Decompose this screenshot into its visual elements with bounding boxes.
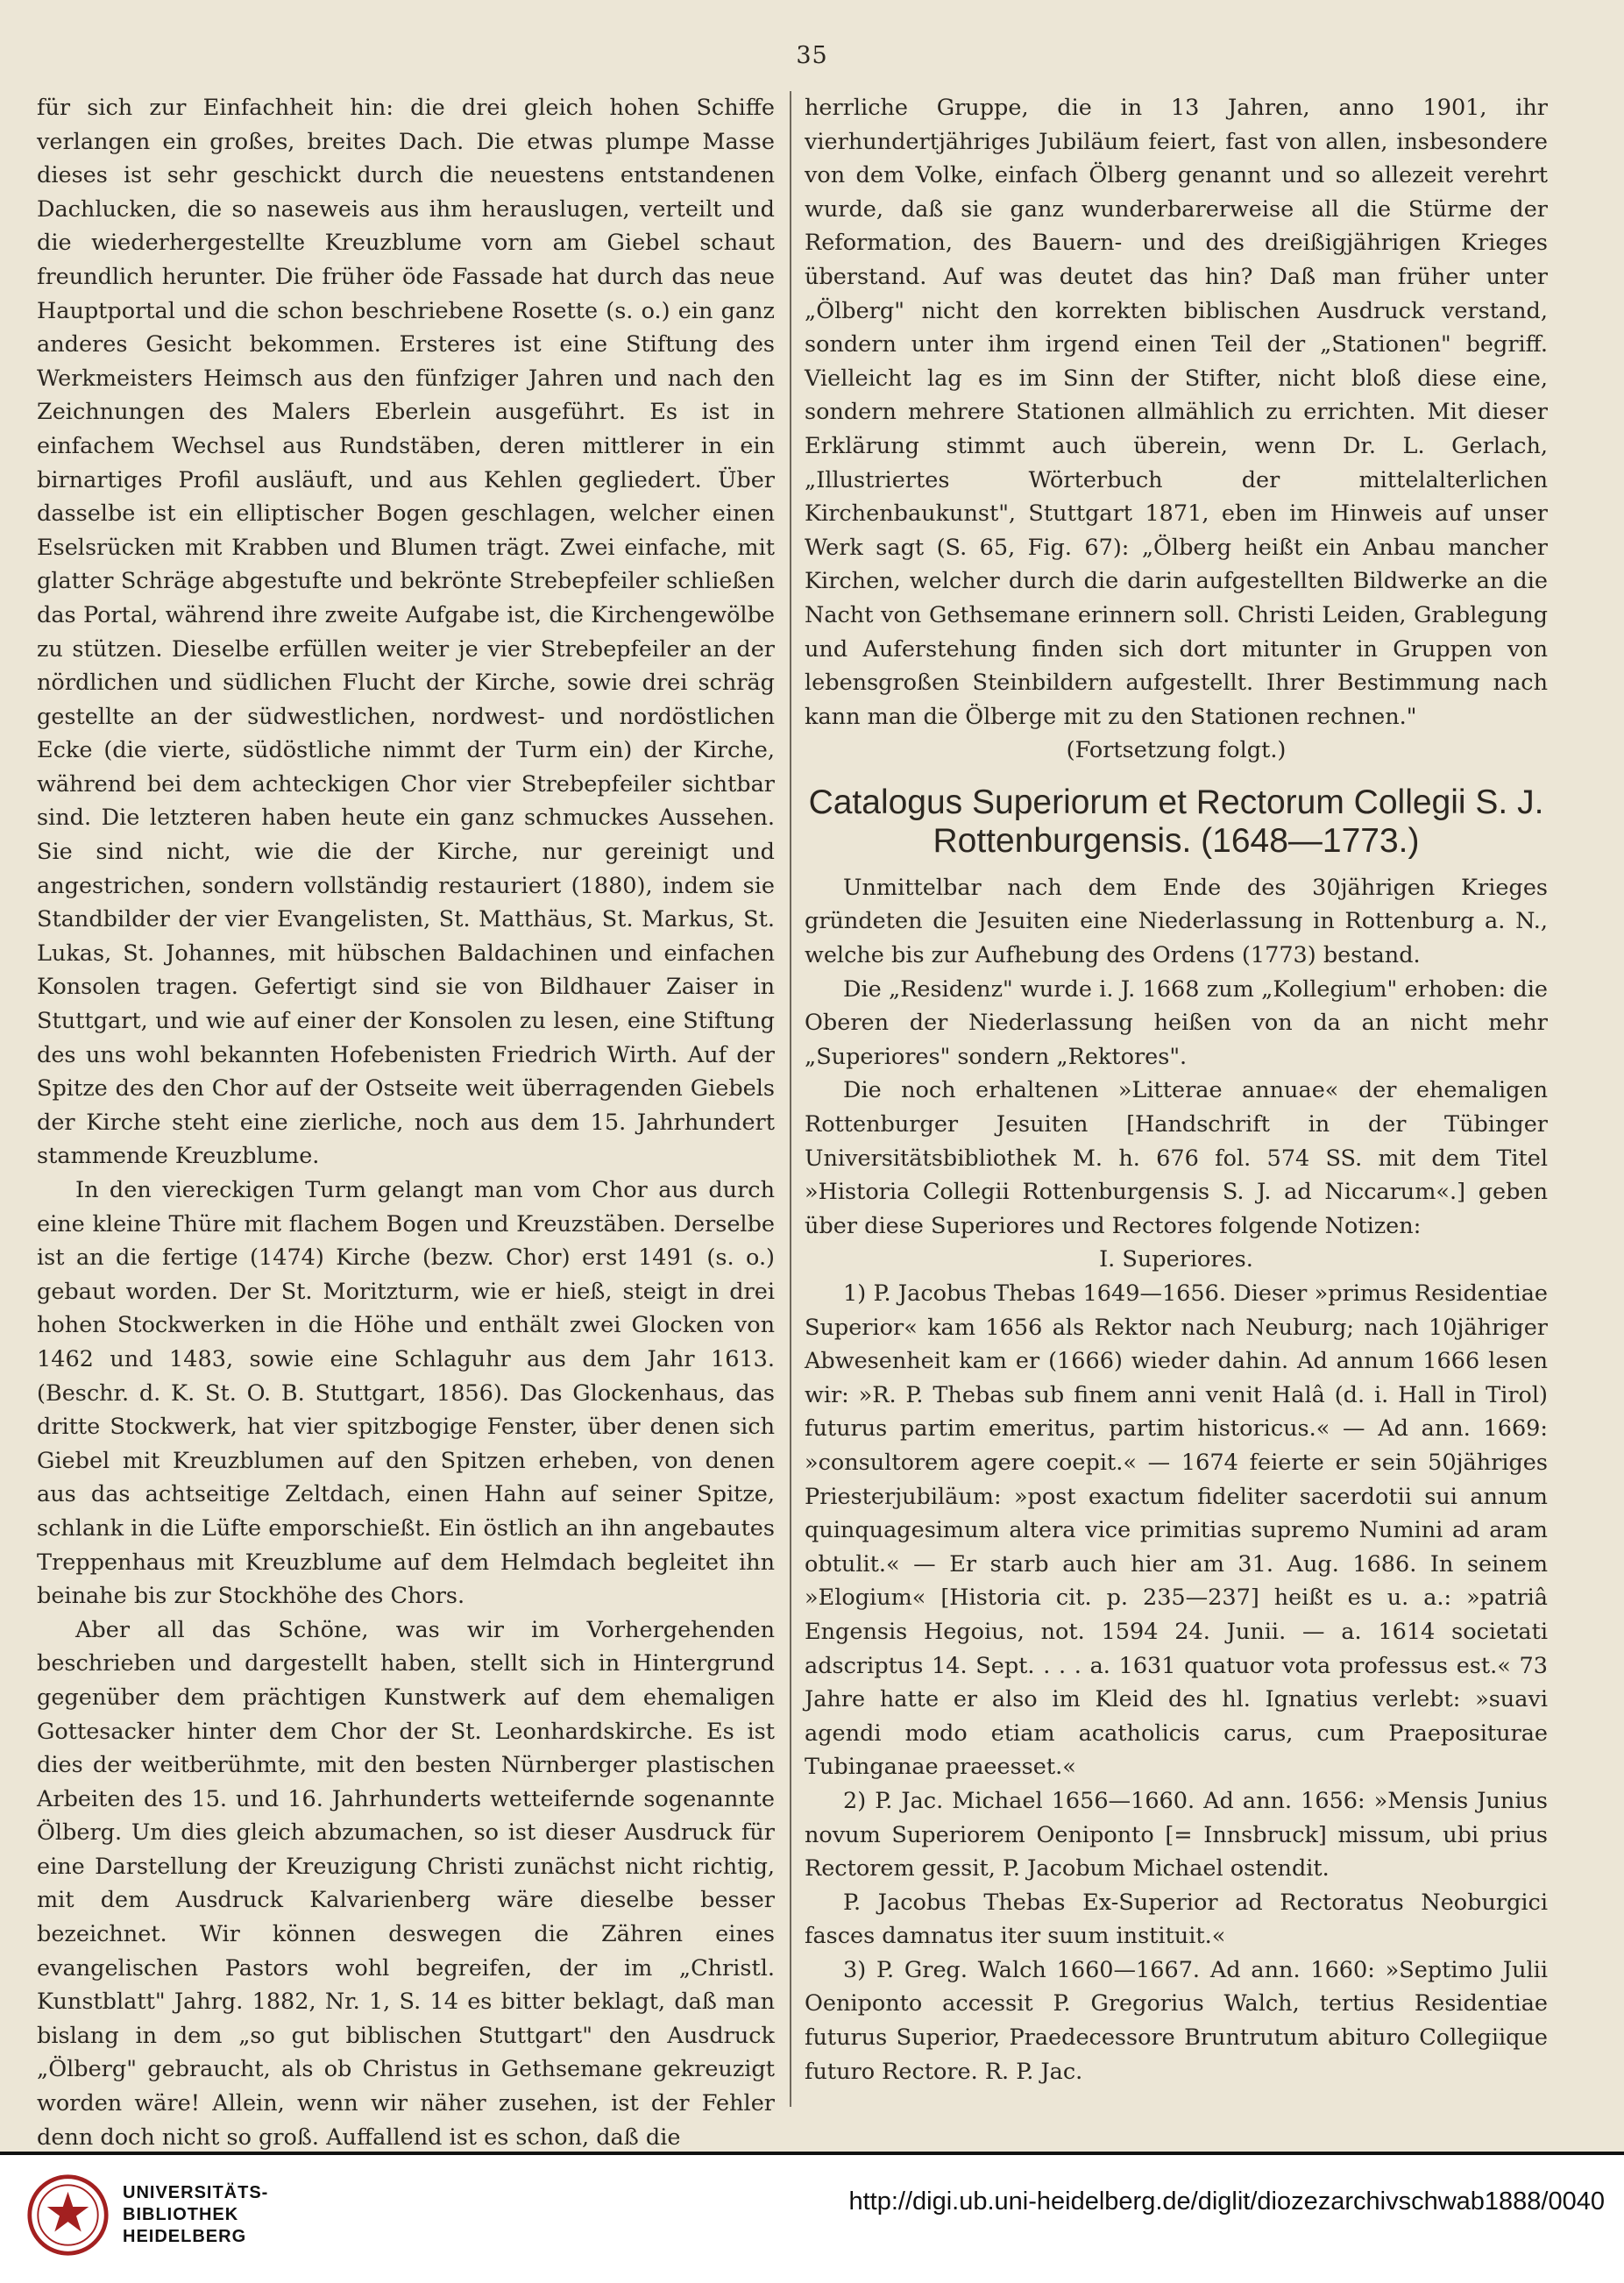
left-paragraph-2: In den viereckigen Turm gelangt man vom Chor aus durch eine kleine Thüre mit flachem Bogen und Kreuzstäben. Derselbe ist an die fertige (1474) Kirche (bezw. Chor) erst 1491 (s. o.) gebaut worden. Der St. Moritzturm, wie er hieß, steigt in drei hohen Stockwerken in die Höhe und enthält zwei Glocken von 1462 und 1483, sowie eine Schlaguhr aus dem Jahr 1613. (Beschr. d. K. St. O. B. Stuttgart, 1856). Das Glockenhaus, das dritte Stockwerk, hat vier spitzbogige Fenster, über denen sich Giebel mit Kreuzblumen auf den Spitzen erheben, von denen aus das achtseitige Zeltdach, einen Hahn auf seiner Spitze, schlank in die Lüfte emporschießt. Ein östlich an ihn angebautes Treppenhaus mit Kreuzblume auf dem Helmdach begleitet ihn beinahe bis zur Stockhöhe des Chors. (37, 1177, 775, 1610)
source-url-link[interactable]: http://digi.ub.uni-heidelberg.de/diglit/diozezarchivschwab1888/0040 (848, 2187, 1605, 2216)
library-logo-text (123, 2182, 268, 2248)
section-title: Catalogus Superiorum et Rectorum Collegii S. J. Rottenburgensis. (1648—1773.) (808, 783, 1544, 860)
logo-line-2: BIBLIOTHEK (123, 2205, 239, 2224)
right-column (805, 91, 1548, 2116)
right-paragraph-2: Die „Residenz" wurde i. J. 1668 zum „Kollegium" erhoben: die Oberen der Niederlassung heißen von da an nicht mehr „Superiores" sondern „Rektores". (805, 975, 1548, 1070)
continuation-note: (Fortsetzung folgt.) (1066, 737, 1287, 764)
entry-3: 3) P. Greg. Walch 1660—1667. Ad ann. 1660: »Septimo Julii Oeniponto accessit P. Gregorius Walch, tertius Residentiae futurus Superior, Praedecessore Bruntrutum abituro Collegiique futuro Rectore. R. P. Jac. (805, 1956, 1548, 2085)
entry-2: 2) P. Jac. Michael 1656—1660. Ad ann. 1656: »Mensis Junius novum Superiorem Oeniponto [= Innsbruck] missum, ubi prius Rectorem gessit, P. Jacobum Michael ostendit. (805, 1787, 1548, 1882)
right-paragraph-3: Die noch erhaltenen »Litterae annuae« der ehemaligen Rottenburger Jesuiten [Handschrift in der Tübinger Universitätsbibliothek M. h. 676 fol. 574 SS. mit dem Titel »Historia Collegii Rottenburgensis S. J. ad Niccarum«.] geben über diese Superiores und Rectores folgende Notizen: (805, 1077, 1548, 1239)
page-number: 35 (796, 42, 828, 69)
subheading: I. Superiores. (1099, 1246, 1253, 1273)
university-seal-icon (26, 2173, 110, 2257)
logo-line-1: UNIVERSITÄTS- (123, 2183, 269, 2202)
entry-2-continued: P. Jacobus Thebas Ex-Superior ad Rectoratus Neoburgici fasces damnatus iter suum instituit.« (805, 1889, 1548, 1950)
entry-1: 1) P. Jacobus Thebas 1649—1656. Dieser »primus Residentiae Superior« kam 1656 als Rektor nach Neuburg; nach 10jähriger Abwesenheit kam er (1666) wieder dahin. Ad annum 1666 lesen wir: »R. P. Thebas sub finem anni venit Halâ (d. i. Hall in Tirol) futurus partim emeritus, partim historicus.« — Ad ann. 1669: »consultorem agere coepit.« — 1674 feierte er sein 50jähriges Priesterjubiläum: »post exactum fideliter sacerdotii sui annum quinquagesimum altera vice primitias supremo Numini ad aram obtulit.« — Er starb auch hier am 31. Aug. 1686. In seinem »Elogium« [Historia cit. p. 235—237] heißt es u. a.: »patriâ Engensis Hegoius, not. 1594 24. Junii. — a. 1614 societati adscriptus 14. Sept. . . . a. 1631 quatuor vota professus est.« 73 Jahre hatte er also im Kleid des hl. Ignatius verlebt: »suavi agendi modo etiam acatholicis carus, cum Praepositurae Tubinganae praeesset.« (805, 1280, 1548, 1781)
logo-line-3: HEIDELBERG (123, 2227, 247, 2246)
left-column (37, 91, 775, 2151)
right-paragraph-1: Unmittelbar nach dem Ende des 30jährigen Krieges gründeten die Jesuiten eine Niederlassung in Rottenburg a. N., welche bis zur Aufhebung des Ordens (1773) bestand. (805, 874, 1548, 969)
left-paragraph-1: für sich zur Einfachheit hin: die drei gleich hohen Schiffe verlangen ein großes, breites Dach. Die etwas plumpe Masse dieses ist sehr geschickt durch die neuestens entstandenen Dachlucken, die so naseweis aus ihm herauslugen, verteilt und die wiederhergestellte Kreuzblume vorn am Giebel schaut freundlich herunter. Die früher öde Fassade hat durch das neue Hauptportal und die schon beschriebene Rosette (s. o.) ein ganz anderes Gesicht bekommen. Ersteres ist eine Stiftung des Werkmeisters Heimsch aus den fünfziger Jahren und nach den Zeichnungen des Malers Eberlein ausgeführt. Es ist in einfachem Wechsel aus Rundstäben, deren mittlerer in ein birnartiges Profil ausläuft, und aus Kehlen gegliedert. Über dasselbe ist ein elliptischer Bogen geschlagen, welcher einen Eselsrücken mit Krabben und Blumen trägt. Zwei einfache, mit glatter Schräge abgestufte und bekrönte Strebepfeiler schließen das Portal, während ihre zweite Aufgabe ist, die Kirchengewölbe zu stützen. Dieselbe erfüllen weiter je vier Strebepfeiler an der nördlichen und südlichen Flucht der Kirche, sowie drei schräg gestellte an der südwestlichen, nordwest- und nordöstlichen Ecke (die vierte, südöstliche nimmt der Turm ein) der Kirche, während bei dem achteckigen Chor vier Strebepfeiler sichtbar sind. Die letzteren haben heute ein ganz schmuckes Aussehen. Sie sind nicht, wie die der Kirche, nur gereinigt und angestrichen, sondern vollständig restauriert (1880), indem sie Standbilder der vier Evangelisten, St. Matthäus, St. Markus, St. Lukas, St. Johannes, mit hübschen Baldachinen und einfachen Konsolen tragen. Gefertigt sind sie von Bildhauer Zaiser in Stuttgart, und wie auf einer der Konsolen zu lesen, eine Stiftung des uns wohl bekannten Hofebenisten Friedrich Wirth. Auf der Spitze des den Chor auf der Ostseite weit überragenden Giebels der Kirche steht eine zierliche, noch aus dem 15. Jahrhundert stammende Kreuzblume. (37, 95, 775, 1170)
left-paragraph-3: Aber all das Schöne, was wir im Vorhergehenden beschrieben und dargestellt haben, stellt sich in Hintergrund gegenüber dem prächtigen Kunstwerk auf dem ehemaligen Gottesacker hinter dem Chor der St. Leonhardskirche. Es ist dies der weitberühmte, mit den besten Nürnberger plastischen Arbeiten des 15. und 16. Jahrhunderts wetteifernde sogenannte Ölberg. Um dies gleich abzumachen, so ist dieser Ausdruck für eine Darstellung der Kreuzigung Christi zunächst nicht richtig, mit dem Ausdruck Kalvarienberg wäre dieselbe besser bezeichnet. Wir können deswegen die Zähren eines evangelischen Pastors wohl begreifen, der im „Christl. Kunstblatt" Jahrg. 1882, Nr. 1, S. 14 es bitter beklagt, daß man bislang in dem „so gut biblischen Stuttgart" den Ausdruck „Ölberg" gebraucht, als ob Christus in Gethsemane gekreuzigt worden wäre! Allein, wenn wir näher zusehen, ist der Fehler denn doch nicht so groß. Auffallend ist es schon, daß die (37, 1616, 775, 2151)
column-divider (790, 91, 791, 2107)
right-intro-paragraph: herrliche Gruppe, die in 13 Jahren, anno 1901, ihr vierhundertjähriges Jubiläum feiert, fast von allen, insbesondere von dem Volke, einfach Ölberg genannt und so allezeit verehrt wurde, daß sie ganz wunderbarerweise all die Stürme der Reformation, des Bauern- und des dreißigjährigen Krieges überstand. Auf was deutet das hin? Daß man früher unter „Ölberg" nicht den korrekten biblischen Ausdruck verstand, sondern unter ihm irgend einen Teil der „Stationen" begriff. Vielleicht lag es im Sinn der Stifter, nicht bloß diese eine, sondern mehrere Stationen allmählich zu errichten. Mit dieser Erklärung stimmt auch überein, wenn Dr. L. Gerlach, „Illustriertes Wörterbuch der mittelalterlichen Kirchenbaukunst", Stuttgart 1871, eben im Hinweis auf unser Werk sagt (S. 65, Fig. 67): „Ölberg heißt ein Anbau mancher Kirchen, welcher durch die darin aufgestellten Bildwerke an die Nacht von Gethsemane erinnern soll. Christi Leiden, Grablegung und Auferstehung finden sich dort mitunter in Gruppen von lebensgroßen Steinbildern aufgestellt. Ihrer Bestimmung nach kann man die Ölberge mit zu den Stationen rechnen." (805, 95, 1548, 730)
